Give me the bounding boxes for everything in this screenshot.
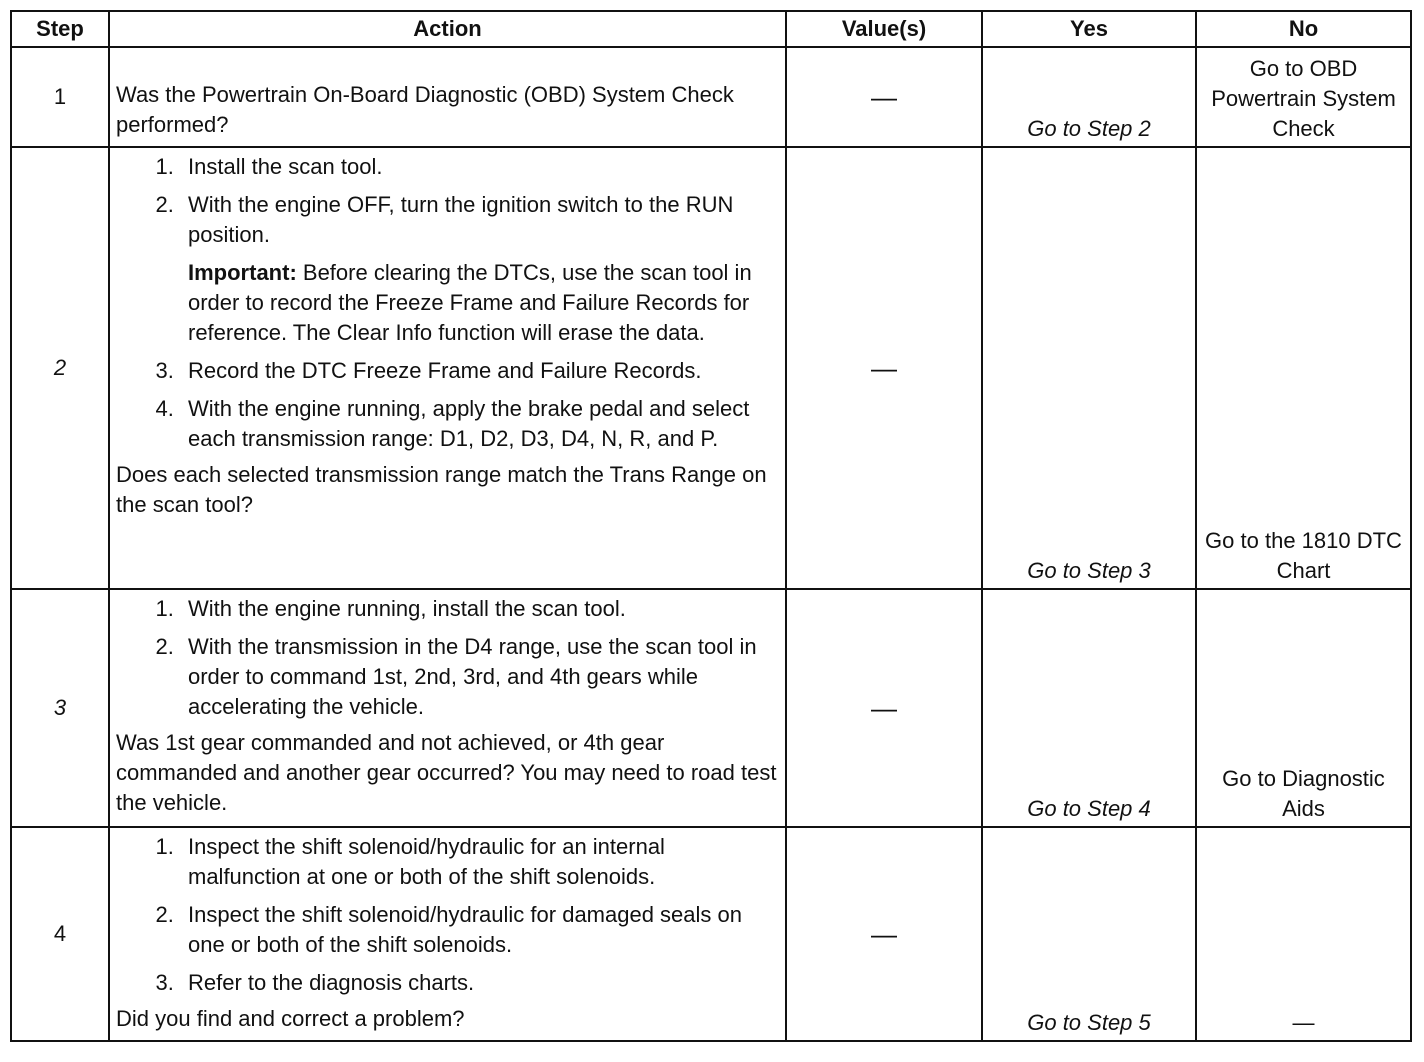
action-question: Was the Powertrain On-Board Diagnostic (OBD) System Check performed? — [116, 82, 734, 137]
list-item: 2. Inspect the shift solenoid/hydraulic for damaged seals on one or both of the shift solenoids. — [180, 900, 779, 960]
table-row — [11, 827, 1411, 1041]
action-steps — [116, 356, 779, 454]
no-cell: Go to OBD Powertrain System Check — [1196, 47, 1411, 147]
action-cell — [109, 147, 786, 589]
header-no: No — [1196, 11, 1411, 47]
table-row — [11, 589, 1411, 827]
step-number: 2 — [11, 147, 109, 589]
list-item: 1. With the engine running, install the scan tool. — [180, 594, 779, 624]
list-item: 3. Refer to the diagnosis charts. — [180, 968, 779, 998]
action-steps — [116, 152, 779, 250]
list-item: 4. With the engine running, apply the brake pedal and select each transmission range: D1, D2, D3, D4, N, R, and P. — [180, 394, 779, 454]
value-cell: — — [786, 827, 982, 1041]
step-number: 3 — [11, 589, 109, 827]
value-cell: — — [786, 147, 982, 589]
list-item: 2. With the transmission in the D4 range, use the scan tool in order to command 1st, 2nd, 3rd, and 4th gears while accelerating the vehicle. — [180, 632, 779, 722]
header-yes: Yes — [982, 11, 1196, 47]
step-number: 4 — [11, 827, 109, 1041]
list-item: 2. With the engine OFF, turn the ignition switch to the RUN position. — [180, 190, 779, 250]
important-text: Before clearing the DTCs, use the scan tool in order to record the Freeze Frame and Failure Records for reference. The Clear Info function will erase the data. — [188, 260, 752, 345]
no-cell: Go to the 1810 DTC Chart — [1196, 147, 1411, 589]
important-note — [180, 258, 779, 348]
header-step: Step — [11, 11, 109, 47]
step-number: 1 — [11, 47, 109, 147]
yes-cell: Go to Step 5 — [982, 827, 1196, 1041]
important-label: Important: — [188, 260, 297, 285]
action-question: Did you find and correct a problem? — [116, 1006, 465, 1031]
yes-cell: Go to Step 4 — [982, 589, 1196, 827]
table-row — [11, 147, 1411, 589]
header-action: Action — [109, 11, 786, 47]
action-steps — [116, 594, 779, 722]
action-question: Does each selected transmission range match the Trans Range on the scan tool? — [116, 462, 767, 517]
yes-cell: Go to Step 2 — [982, 47, 1196, 147]
list-item: 1. Install the scan tool. — [180, 152, 779, 182]
action-cell — [109, 589, 786, 827]
header-values: Value(s) — [786, 11, 982, 47]
value-cell: — — [786, 47, 982, 147]
no-cell: Go to Diagnostic Aids — [1196, 589, 1411, 827]
diagnostic-table — [10, 10, 1412, 1042]
action-question: Was 1st gear commanded and not achieved, or 4th gear commanded and another gear occurred? You may need to road test the vehicle. — [116, 730, 777, 815]
no-cell: — — [1196, 827, 1411, 1041]
yes-cell: Go to Step 3 — [982, 147, 1196, 589]
action-cell — [109, 47, 786, 147]
value-cell: — — [786, 589, 982, 827]
list-item: 1. Inspect the shift solenoid/hydraulic for an internal malfunction at one or both of the shift solenoids. — [180, 832, 779, 892]
list-item: 3. Record the DTC Freeze Frame and Failure Records. — [180, 356, 779, 386]
header-row — [11, 11, 1411, 47]
action-steps — [116, 832, 779, 998]
table-row — [11, 47, 1411, 147]
action-cell — [109, 827, 786, 1041]
